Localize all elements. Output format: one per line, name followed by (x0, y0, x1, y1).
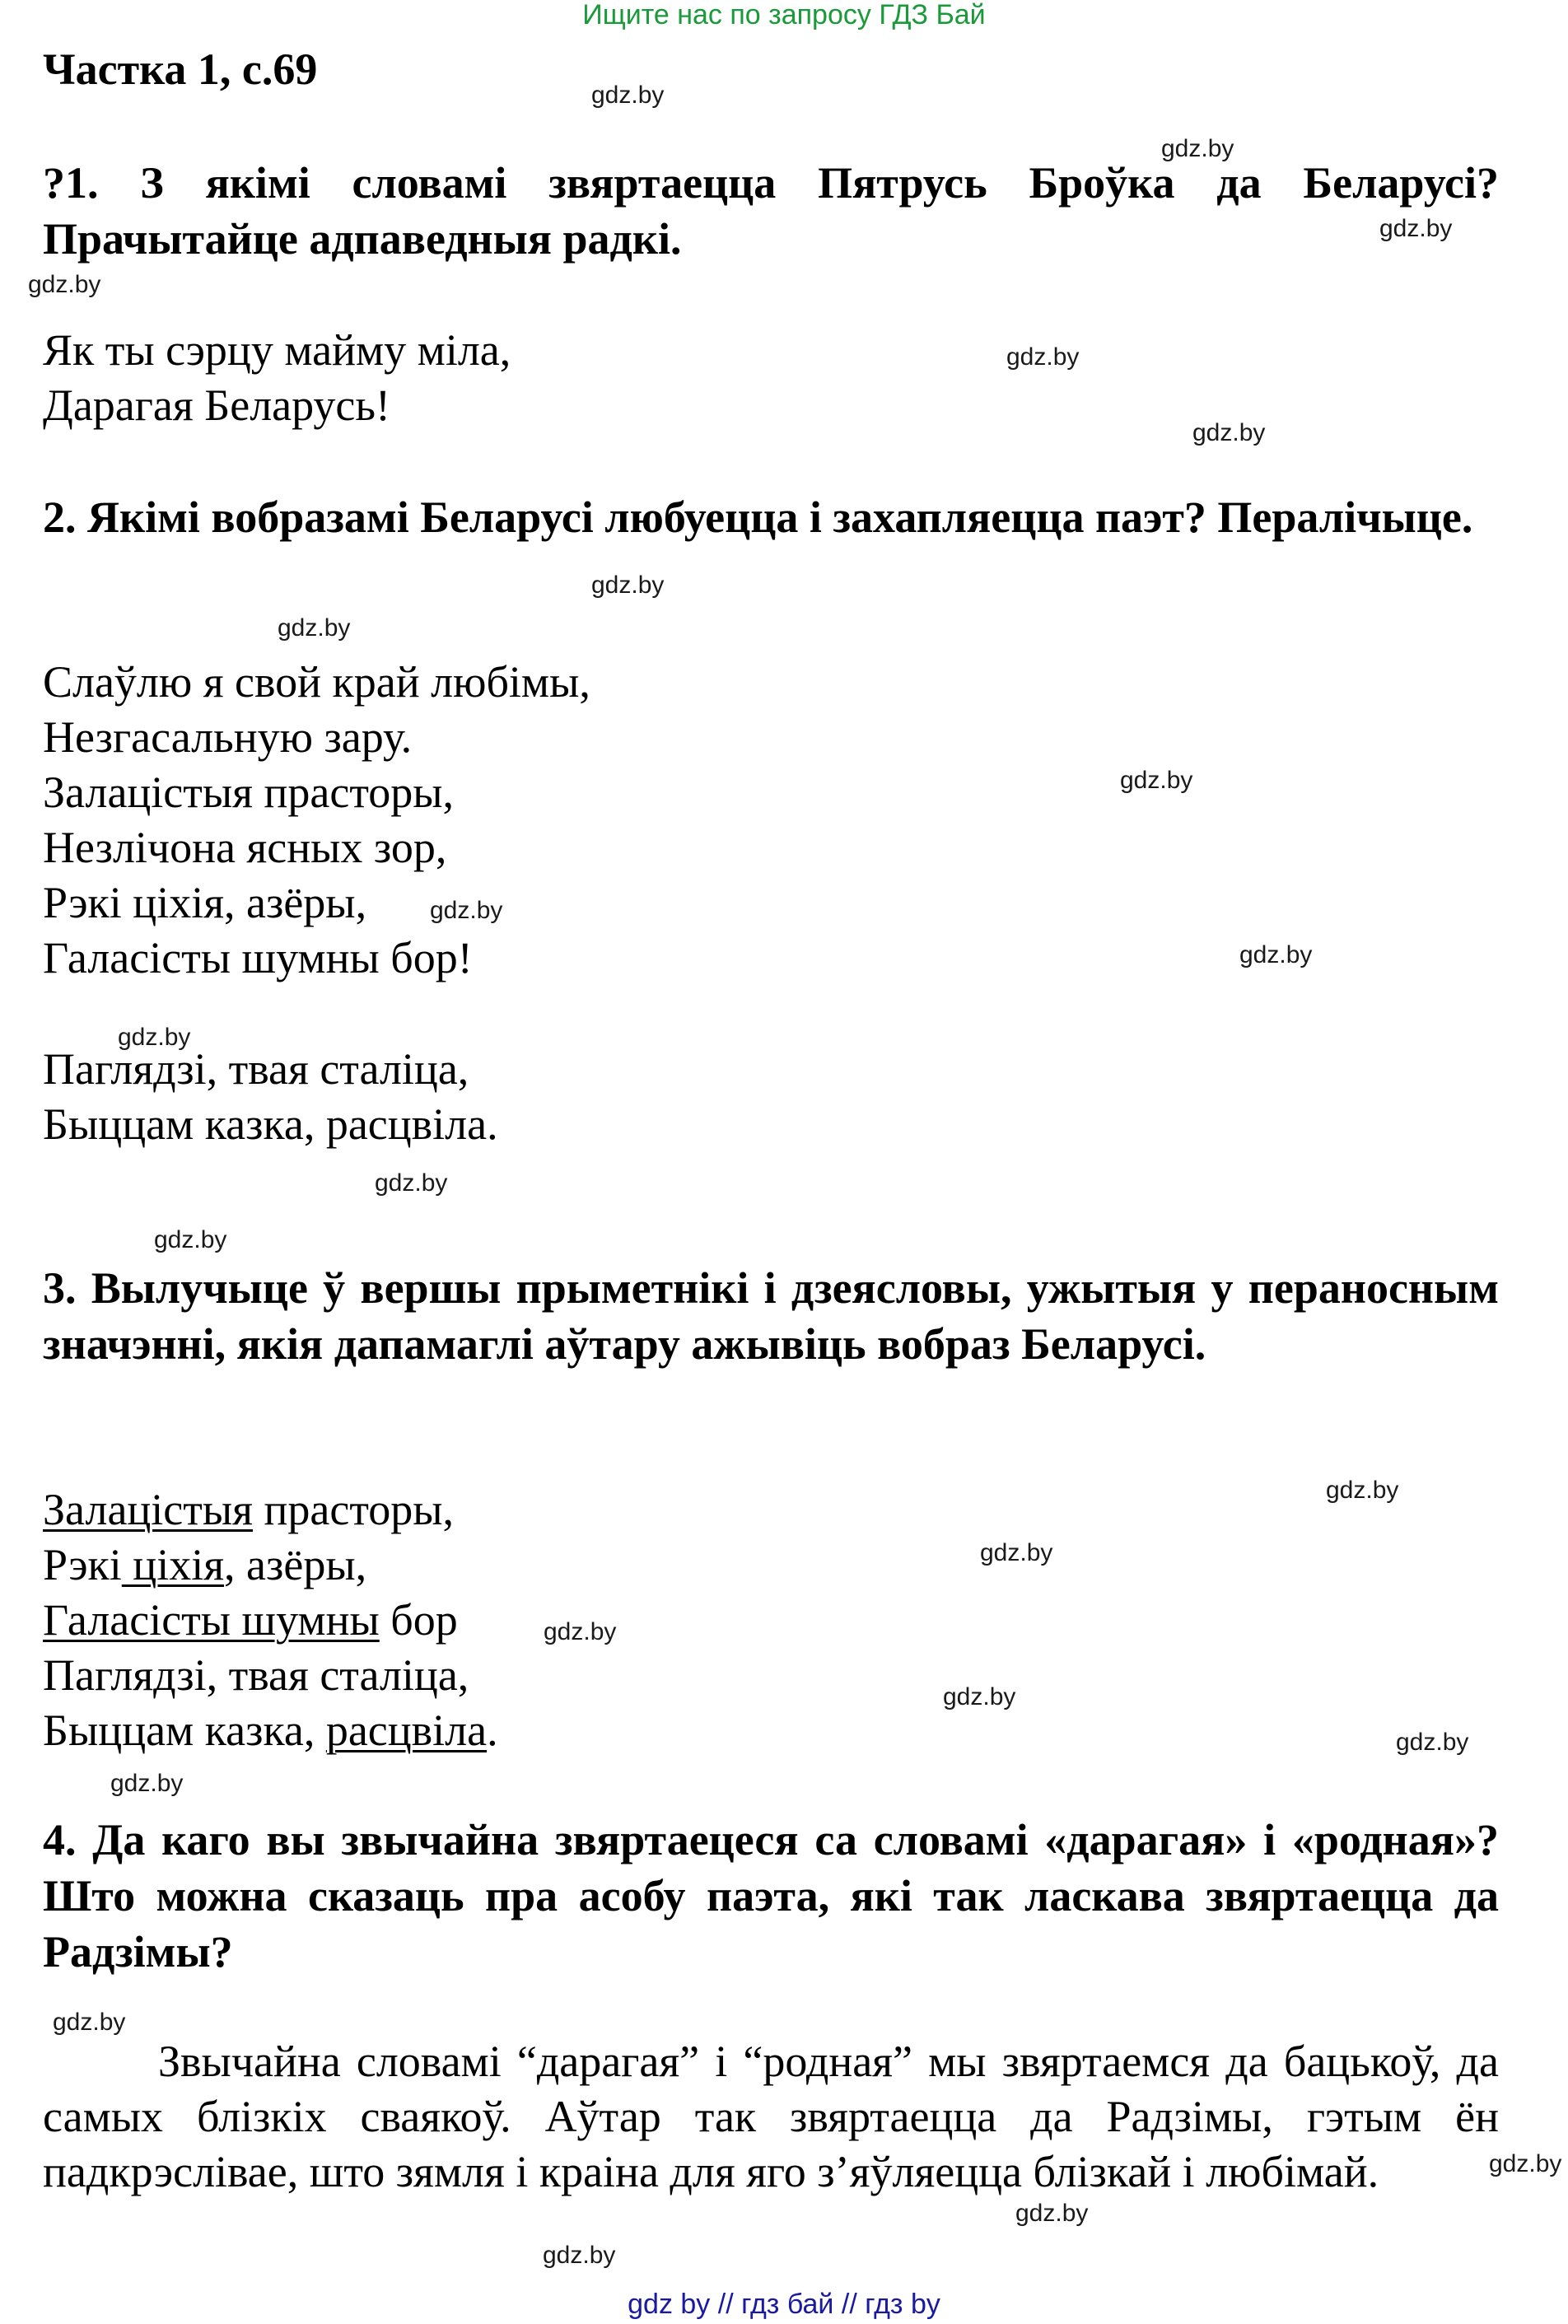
q4-answer (43, 2034, 1499, 2200)
verse-line: Слаўлю я свой край любімы, (43, 657, 590, 707)
watermark: gdz.by (980, 1539, 1053, 1566)
verse-line: Галасісты шумны бор! (43, 933, 473, 982)
watermark: gdz.by (1120, 767, 1193, 794)
verse-line: Залацістыя прасторы, (43, 768, 454, 817)
q2-stanza-2 (43, 1042, 498, 1152)
verse-line: Незгасальную зару. (43, 712, 413, 762)
footer-links[interactable]: gdz by // гдз бай // гдз by (628, 2289, 940, 2320)
verse-line (43, 1482, 498, 1538)
question-3: 3. Вылучыце ў вершы прыметнікі і дзеясловы, ужытыя у пераносным значэнні, якія дапамаглі аўтару ажывіць вобраз Беларусі. (43, 1263, 1499, 1369)
answer-text: Звычайна словамі “дарагая” і “родная” мы звяртаемся да бацькоў, да самых блізкіх сваякоў. Аўтар так звяртаецца да Радзімы, гэтым ён падкрэслівае, што зямля і краіна для яго з’яўляецца блізкай і любімай. (43, 2037, 1499, 2196)
watermark: gdz.by (591, 572, 665, 599)
watermark: gdz.by (943, 1683, 1016, 1710)
watermark: gdz.by (1015, 2200, 1089, 2227)
verse-text: Рэкі (43, 1540, 122, 1589)
verse-line: Паглядзі, твая сталіца, (43, 1650, 469, 1700)
watermark: gdz.by (591, 82, 665, 109)
question-2: 2. Якімі вобразамі Беларусі любуецца і захапляецца паэт? Пералічыце. (43, 492, 1473, 542)
watermark: gdz.by (1379, 215, 1453, 242)
watermark: gdz.by (28, 271, 101, 298)
watermark: gdz.by (1161, 135, 1234, 162)
watermark: gdz.by (53, 2009, 126, 2036)
watermark: gdz.by (154, 1226, 227, 1253)
verse-line: Дарагая Беларусь! (43, 380, 390, 430)
top-banner[interactable]: Ищите нас по запросу ГДЗ Бай (582, 0, 986, 30)
q2-stanza-1 (43, 655, 590, 986)
watermark: gdz.by (1192, 419, 1266, 446)
verse-line: Незлічона ясных зор, (43, 823, 447, 872)
verse-line: Быццам казка, расцвіла. (43, 1099, 498, 1149)
watermark: gdz.by (1396, 1729, 1469, 1756)
watermark: gdz.by (278, 614, 351, 642)
verse-line (43, 1593, 498, 1648)
verse-line: Рэкі ціхія, азёры, (43, 878, 367, 927)
q3-verse (43, 1482, 498, 1758)
underlined-word: Галасісты шумны (43, 1595, 380, 1645)
watermark: gdz.by (430, 897, 503, 924)
watermark: gdz.by (1239, 941, 1313, 968)
verse-text: прасторы, (253, 1485, 455, 1534)
verse-line: Як ты сэрцу майму міла, (43, 325, 511, 375)
verse-line (43, 1703, 498, 1758)
question-1: ?1. З якімі словамі звяртаецца Пятрусь Броўка да Беларусі? Прачытайце адпаведныя радкі. (43, 158, 1499, 264)
watermark: gdz.by (1326, 1477, 1399, 1504)
underlined-word: Залацістыя (43, 1485, 253, 1534)
verse-line (43, 1538, 498, 1593)
watermark: gdz.by (110, 1770, 184, 1797)
verse-text: Быццам казка, (43, 1706, 326, 1755)
verse-text: , азёры, (224, 1540, 367, 1589)
watermark: gdz.by (118, 1024, 191, 1051)
underlined-word: ціхія (121, 1540, 225, 1589)
question-4: 4. Да каго вы звычайна звяртаецеся са словамі «дарагая» і «родная»? Што можна сказаць пра асобу паэта, які так ласкава звяртаецца да Радзімы? (43, 1815, 1499, 1976)
underlined-word: расцвіла (325, 1706, 488, 1755)
watermark: gdz.by (1006, 343, 1080, 371)
verse-text: . (487, 1706, 498, 1755)
watermark: gdz.by (544, 1618, 617, 1645)
watermark: gdz.by (375, 1169, 448, 1197)
watermark: gdz.by (1489, 2150, 1562, 2177)
verse-line: Паглядзі, твая сталіца, (43, 1044, 469, 1094)
q1-verse (43, 323, 511, 433)
verse-text: бор (379, 1595, 458, 1645)
watermark: gdz.by (543, 2242, 616, 2269)
page-title: Частка 1, с.69 (43, 44, 318, 94)
